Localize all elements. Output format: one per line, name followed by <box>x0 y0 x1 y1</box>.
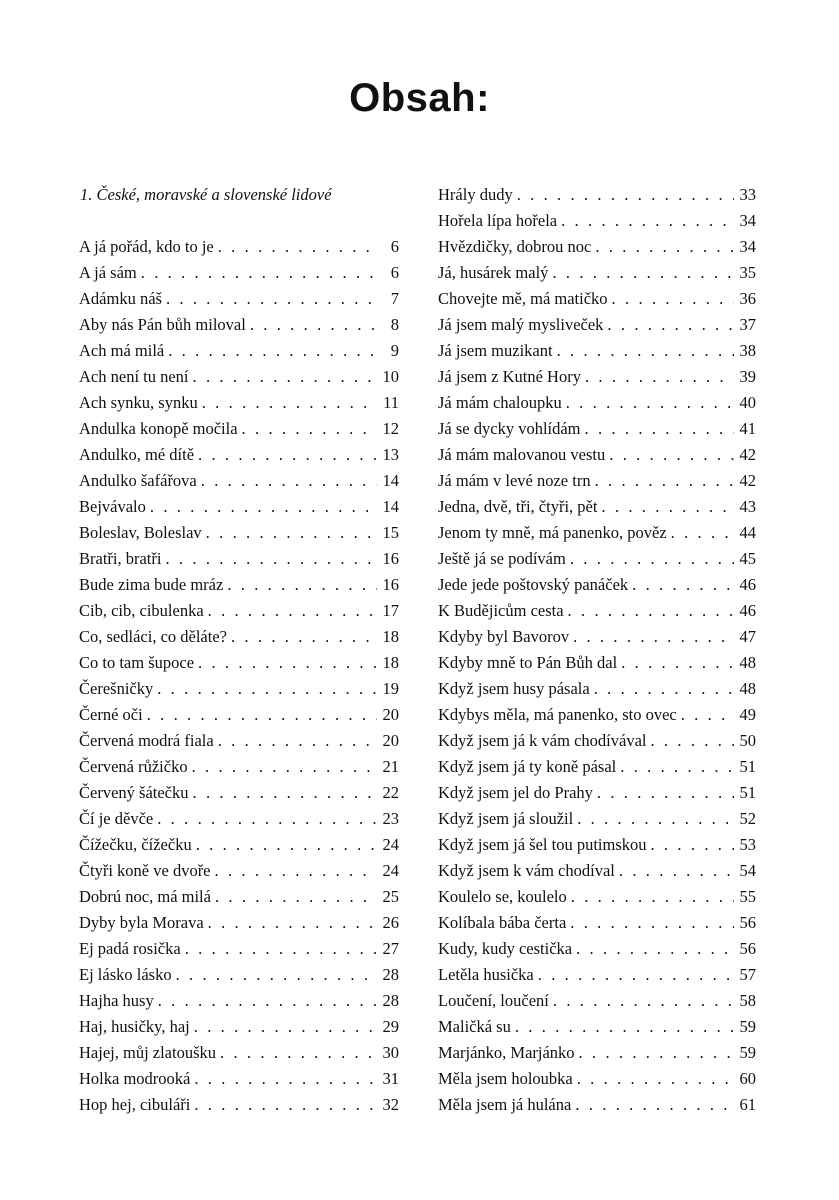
toc-entry <box>438 572 756 598</box>
toc-entry-page: 35 <box>739 263 756 282</box>
toc-entry-page: 22 <box>382 783 399 802</box>
toc-entry <box>438 468 756 494</box>
toc-entry-page: 60 <box>739 1069 756 1088</box>
toc-entry <box>438 910 756 936</box>
toc-entry <box>438 962 756 988</box>
toc-dot-leader <box>192 754 377 780</box>
toc-dot-leader <box>176 962 377 988</box>
toc-entry-title: Chovejte mě, má matičko <box>438 289 608 308</box>
toc-entry-title: Adámku náš <box>79 289 162 308</box>
toc-entry <box>438 260 756 286</box>
toc-entry-title: Co to tam šupoce <box>79 653 195 672</box>
toc-entry-page: 18 <box>382 627 399 646</box>
toc-entry-title: Ach má milá <box>79 341 165 360</box>
toc-entry-page: 20 <box>382 731 399 750</box>
toc-entry-page: 16 <box>382 549 399 568</box>
toc-dot-leader <box>538 962 734 988</box>
toc-dot-leader <box>571 884 734 910</box>
toc-entry-title: Kolíbala bába čerta <box>438 913 567 932</box>
toc-dot-leader <box>552 260 734 286</box>
toc-dot-leader <box>517 182 734 208</box>
toc-entry-page: 11 <box>383 393 399 412</box>
toc-dot-leader <box>220 1040 377 1066</box>
toc-entry-title: Já jsem malý mysliveček <box>438 315 604 334</box>
toc-entry-page: 28 <box>382 965 399 984</box>
toc-dot-leader <box>561 208 734 234</box>
toc-entry-title: Když jsem já ty koně pásal <box>438 757 617 776</box>
toc-entry-title: Co, sedláci, co děláte? <box>79 627 227 646</box>
toc-dot-leader <box>196 832 377 858</box>
toc-entry-page: 7 <box>390 289 399 308</box>
toc-entry <box>79 884 399 910</box>
toc-entry-title: Hrály dudy <box>438 185 513 204</box>
toc-entry <box>438 1066 756 1092</box>
toc-entry-title: Jedna, dvě, tři, čtyři, pět <box>438 497 598 516</box>
page-title: Obsah: <box>349 76 490 120</box>
toc-entry-title: K Budějicům cesta <box>438 601 564 620</box>
toc-dot-leader <box>202 390 377 416</box>
toc-entry-page: 61 <box>739 1095 756 1114</box>
toc-entry-page: 56 <box>739 939 756 958</box>
toc-entry <box>438 1092 756 1118</box>
toc-entry <box>438 338 756 364</box>
toc-entry-title: Já, husárek malý <box>438 263 549 282</box>
toc-entry <box>438 676 756 702</box>
toc-column-right <box>438 182 756 1118</box>
toc-entry-page: 54 <box>739 861 756 880</box>
toc-dot-leader <box>619 858 734 884</box>
toc-dot-leader <box>231 624 377 650</box>
toc-entry-page: 36 <box>739 289 756 308</box>
toc-dot-leader <box>242 416 377 442</box>
toc-entry <box>438 702 756 728</box>
section-heading: 1. České, moravské a slovenské lidové <box>80 185 332 204</box>
toc-dot-leader <box>671 520 734 546</box>
toc-entry-page: 29 <box>382 1017 399 1036</box>
toc-entry <box>79 312 399 338</box>
toc-entry <box>79 364 399 390</box>
toc-entry-page: 59 <box>739 1017 756 1036</box>
toc-entry-page: 20 <box>382 705 399 724</box>
toc-entry <box>438 988 756 1014</box>
toc-entry-page: 33 <box>739 185 756 204</box>
toc-dot-leader <box>194 1092 377 1118</box>
toc-entry <box>438 780 756 806</box>
toc-entry-page: 34 <box>739 211 756 230</box>
toc-entry-title: Ej lásko lásko <box>79 965 172 984</box>
toc-entry <box>438 858 756 884</box>
toc-entry-title: Dyby byla Morava <box>79 913 204 932</box>
toc-dot-leader <box>576 936 734 962</box>
toc-entry-page: 24 <box>382 835 399 854</box>
toc-entry <box>438 650 756 676</box>
toc-entry-page: 12 <box>382 419 399 438</box>
toc-entry-title: Když jsem já šel tou putimskou <box>438 835 647 854</box>
toc-entry-title: Kdyby mně to Pán Bůh dal <box>438 653 618 672</box>
toc-column-left <box>79 182 399 1118</box>
toc-entry-title: Já mám chaloupku <box>438 393 562 412</box>
toc-entry-page: 16 <box>382 575 399 594</box>
toc-entry-title: Jenom ty mně, má panenko, pověz <box>438 523 667 542</box>
toc-entry <box>438 832 756 858</box>
toc-entry-page: 10 <box>382 367 399 386</box>
toc-entry-page: 44 <box>739 523 756 542</box>
toc-entry <box>79 338 399 364</box>
toc-entry <box>79 832 399 858</box>
toc-dot-leader <box>198 442 377 468</box>
toc-entry <box>438 598 756 624</box>
toc-entry-page: 8 <box>390 315 399 334</box>
toc-entry <box>79 572 399 598</box>
toc-entry <box>79 260 399 286</box>
toc-entry-title: Černé oči <box>79 705 143 724</box>
toc-entry-page: 23 <box>382 809 399 828</box>
toc-entry-title: Já jsem z Kutné Hory <box>438 367 581 386</box>
toc-dot-leader <box>166 286 377 312</box>
toc-entry <box>438 546 756 572</box>
toc-dot-leader <box>208 910 377 936</box>
toc-entry <box>79 520 399 546</box>
toc-entry <box>438 806 756 832</box>
toc-dot-leader <box>620 754 734 780</box>
toc-entry-title: Aby nás Pán bůh miloval <box>79 315 246 334</box>
toc-entry-title: Já se dycky vohlídám <box>438 419 581 438</box>
section-gap <box>79 208 399 234</box>
toc-entry <box>438 442 756 468</box>
toc-entry-page: 45 <box>739 549 756 568</box>
toc-entry <box>79 468 399 494</box>
toc-entry-page: 32 <box>382 1095 399 1114</box>
toc-entry <box>438 364 756 390</box>
toc-entry <box>438 208 756 234</box>
toc-dot-leader <box>218 234 377 260</box>
toc-entry-title: Když jsem já sloužil <box>438 809 574 828</box>
toc-entry-title: Loučení, loučení <box>438 991 549 1010</box>
toc-entry-title: Boleslav, Boleslav <box>79 523 202 542</box>
toc-dot-leader <box>215 858 377 884</box>
toc-entry-page: 13 <box>382 445 399 464</box>
toc-entry-title: Červená modrá fiala <box>79 731 214 750</box>
toc-list-right <box>438 182 756 1118</box>
toc-entry-title: A já sám <box>79 263 137 282</box>
toc-dot-leader <box>621 650 734 676</box>
toc-entry-title: Když jsem já k vám chodívával <box>438 731 647 750</box>
toc-dot-leader <box>573 624 734 650</box>
toc-entry-title: Já mám malovanou vestu <box>438 445 606 464</box>
toc-dot-leader <box>632 572 734 598</box>
toc-dot-leader <box>585 364 734 390</box>
toc-entry-page: 43 <box>739 497 756 516</box>
toc-entry-title: Bratři, bratři <box>79 549 162 568</box>
toc-dot-leader <box>147 702 377 728</box>
toc-dot-leader <box>165 546 377 572</box>
toc-entry <box>79 702 399 728</box>
toc-entry-page: 24 <box>382 861 399 880</box>
toc-entry-title: Andulka konopě močila <box>79 419 238 438</box>
toc-dot-leader <box>157 676 377 702</box>
toc-entry <box>79 416 399 442</box>
toc-entry-page: 50 <box>739 731 756 750</box>
toc-entry-title: Hajha husy <box>79 991 154 1010</box>
toc-entry-page: 48 <box>739 679 756 698</box>
toc-entry-title: Já jsem muzikant <box>438 341 553 360</box>
toc-entry-title: Hajej, můj zlatoušku <box>79 1043 217 1062</box>
toc-entry-page: 6 <box>390 237 399 256</box>
toc-dot-leader <box>650 728 734 754</box>
toc-entry-title: Ještě já se podívám <box>438 549 566 568</box>
toc-dot-leader <box>557 338 734 364</box>
toc-dot-leader <box>157 806 377 832</box>
toc-dot-leader <box>651 832 734 858</box>
toc-entry-title: A já pořád, kdo to je <box>79 237 214 256</box>
toc-entry <box>79 234 399 260</box>
toc-dot-leader <box>227 572 377 598</box>
toc-entry-page: 17 <box>382 601 399 620</box>
toc-entry-page: 56 <box>739 913 756 932</box>
toc-entry-title: Kudy, kudy cestička <box>438 939 573 958</box>
toc-entry-page: 31 <box>382 1069 399 1088</box>
toc-entry-title: Jede jede poštovský panáček <box>438 575 629 594</box>
toc-entry <box>438 234 756 260</box>
toc-entry-title: Letěla husička <box>438 965 534 984</box>
toc-entry <box>79 650 399 676</box>
toc-entry-title: Andulko, mé dítě <box>79 445 195 464</box>
toc-entry-title: Čerešničky <box>79 679 154 698</box>
toc-entry-title: Andulko šafářova <box>79 471 197 490</box>
toc-entry <box>438 520 756 546</box>
toc-entry-page: 19 <box>382 679 399 698</box>
toc-dot-leader <box>585 416 734 442</box>
toc-entry-title: Čtyři koně ve dvoře <box>79 861 211 880</box>
toc-entry <box>438 1014 756 1040</box>
toc-dot-leader <box>215 884 377 910</box>
toc-entry-title: Kdybys měla, má panenko, sto ovec <box>438 705 677 724</box>
toc-dot-leader <box>150 494 377 520</box>
toc-entry-page: 40 <box>739 393 756 412</box>
toc-dot-leader <box>158 988 377 1014</box>
toc-entry <box>438 754 756 780</box>
toc-entry-page: 34 <box>739 237 756 256</box>
toc-entry <box>79 1092 399 1118</box>
toc-dot-leader <box>168 338 377 364</box>
toc-entry-page: 46 <box>739 601 756 620</box>
toc-dot-leader <box>597 780 734 806</box>
toc-entry <box>79 754 399 780</box>
toc-dot-leader <box>218 728 377 754</box>
toc-entry-title: Haj, husičky, haj <box>79 1017 190 1036</box>
toc-entry <box>79 598 399 624</box>
toc-entry-page: 14 <box>382 497 399 516</box>
toc-entry <box>438 936 756 962</box>
toc-entry <box>438 494 756 520</box>
toc-entry-page: 27 <box>382 939 399 958</box>
toc-entry <box>79 390 399 416</box>
toc-entry-page: 47 <box>739 627 756 646</box>
toc-entry-title: Kdyby byl Bavorov <box>438 627 570 646</box>
toc-entry <box>79 962 399 988</box>
toc-dot-leader <box>141 260 377 286</box>
toc-entry-title: Když jsem jel do Prahy <box>438 783 593 802</box>
toc-entry-page: 25 <box>382 887 399 906</box>
toc-dot-leader <box>568 598 734 624</box>
toc-list-left <box>79 234 399 1118</box>
toc-entry <box>79 1014 399 1040</box>
toc-entry <box>79 858 399 884</box>
toc-entry-title: Ach synku, synku <box>79 393 198 412</box>
toc-dot-leader <box>201 468 377 494</box>
toc-entry-page: 58 <box>739 991 756 1010</box>
toc-dot-leader <box>206 520 377 546</box>
toc-entry-page: 41 <box>739 419 756 438</box>
toc-entry-title: Čí je děvče <box>79 809 154 828</box>
toc-entry-page: 6 <box>390 263 399 282</box>
toc-dot-leader <box>595 468 734 494</box>
toc-entry <box>79 910 399 936</box>
toc-dot-leader <box>194 1066 377 1092</box>
toc-entry-page: 42 <box>739 445 756 464</box>
toc-entry-page: 9 <box>390 341 399 360</box>
toc-dot-leader <box>601 494 734 520</box>
toc-entry-page: 53 <box>739 835 756 854</box>
toc-dot-leader <box>198 650 377 676</box>
toc-dot-leader <box>681 702 734 728</box>
toc-entry-page: 15 <box>382 523 399 542</box>
toc-entry-title: Marjánko, Marjánko <box>438 1043 575 1062</box>
toc-entry-page: 30 <box>382 1043 399 1062</box>
toc-entry <box>79 728 399 754</box>
toc-entry-title: Bejvávalo <box>79 497 146 516</box>
toc-dot-leader <box>594 676 734 702</box>
toc-dot-leader <box>553 988 734 1014</box>
toc-entry-title: Hvězdičky, dobrou noc <box>438 237 592 256</box>
toc-entry-title: Dobrú noc, má milá <box>79 887 211 906</box>
toc-dot-leader <box>607 312 734 338</box>
toc-entry-title: Bude zima bude mráz <box>79 575 224 594</box>
toc-entry <box>79 1040 399 1066</box>
toc-entry <box>438 1040 756 1066</box>
toc-entry-page: 42 <box>739 471 756 490</box>
toc-entry <box>79 806 399 832</box>
toc-dot-leader <box>194 1014 377 1040</box>
toc-entry-title: Já mám v levé noze trn <box>438 471 591 490</box>
toc-entry-title: Ach není tu není <box>79 367 189 386</box>
toc-entry <box>438 416 756 442</box>
toc-entry-title: Maličká su <box>438 1017 511 1036</box>
toc-entry <box>438 390 756 416</box>
toc-entry-page: 51 <box>739 757 756 776</box>
toc-entry <box>79 286 399 312</box>
toc-entry-title: Ej padá rosička <box>79 939 181 958</box>
toc-entry <box>79 780 399 806</box>
toc-dot-leader <box>577 806 734 832</box>
toc-entry <box>438 884 756 910</box>
toc-entry <box>79 936 399 962</box>
toc-entry-page: 49 <box>739 705 756 724</box>
toc-entry-page: 55 <box>739 887 756 906</box>
toc-entry-title: Červený šátečku <box>79 783 189 802</box>
toc-dot-leader <box>515 1014 734 1040</box>
toc-entry-page: 57 <box>739 965 756 984</box>
toc-entry <box>79 546 399 572</box>
toc-entry-page: 26 <box>382 913 399 932</box>
toc-entry <box>438 728 756 754</box>
toc-entry-title: Hop hej, cibuláři <box>79 1095 191 1114</box>
toc-dot-leader <box>570 910 734 936</box>
toc-dot-leader <box>193 780 378 806</box>
toc-dot-leader <box>570 546 734 572</box>
toc-dot-leader <box>577 1066 734 1092</box>
toc-entry-page: 59 <box>739 1043 756 1062</box>
toc-entry-page: 48 <box>739 653 756 672</box>
toc-entry <box>79 676 399 702</box>
toc-entry <box>438 182 756 208</box>
toc-entry-page: 51 <box>739 783 756 802</box>
toc-dot-leader <box>208 598 377 624</box>
toc-entry-title: Měla jsem holoubka <box>438 1069 573 1088</box>
toc-entry-title: Holka modrooká <box>79 1069 191 1088</box>
toc-entry <box>438 312 756 338</box>
toc-entry <box>79 1066 399 1092</box>
toc-dot-leader <box>250 312 377 338</box>
toc-entry <box>79 442 399 468</box>
toc-entry <box>438 286 756 312</box>
toc-entry-title: Čížečku, čížečku <box>79 835 192 854</box>
toc-entry-page: 21 <box>382 757 399 776</box>
toc-entry-page: 14 <box>382 471 399 490</box>
toc-entry-title: Když jsem husy pásala <box>438 679 590 698</box>
toc-entry-page: 38 <box>739 341 756 360</box>
toc-entry-page: 37 <box>739 315 756 334</box>
toc-dot-leader <box>579 1040 734 1066</box>
toc-entry-title: Měla jsem já hulána <box>438 1095 572 1114</box>
toc-entry-page: 46 <box>739 575 756 594</box>
toc-dot-leader <box>575 1092 734 1118</box>
toc-entry-title: Cib, cib, cibulenka <box>79 601 204 620</box>
toc-entry-title: Hořela lípa hořela <box>438 211 558 230</box>
toc-dot-leader <box>595 234 734 260</box>
toc-entry-page: 18 <box>382 653 399 672</box>
toc-entry <box>79 494 399 520</box>
toc-dot-leader <box>612 286 734 312</box>
toc-dot-leader <box>566 390 734 416</box>
toc-dot-leader <box>609 442 734 468</box>
toc-dot-leader <box>193 364 377 390</box>
toc-entry <box>79 624 399 650</box>
toc-entry-title: Když jsem k vám chodíval <box>438 861 615 880</box>
toc-dot-leader <box>185 936 377 962</box>
toc-entry-title: Koulelo se, koulelo <box>438 887 567 906</box>
toc-entry-page: 28 <box>382 991 399 1010</box>
toc-entry-page: 52 <box>739 809 756 828</box>
toc-entry-page: 39 <box>739 367 756 386</box>
toc-entry <box>438 624 756 650</box>
toc-entry <box>79 988 399 1014</box>
toc-entry-title: Červená růžičko <box>79 757 188 776</box>
